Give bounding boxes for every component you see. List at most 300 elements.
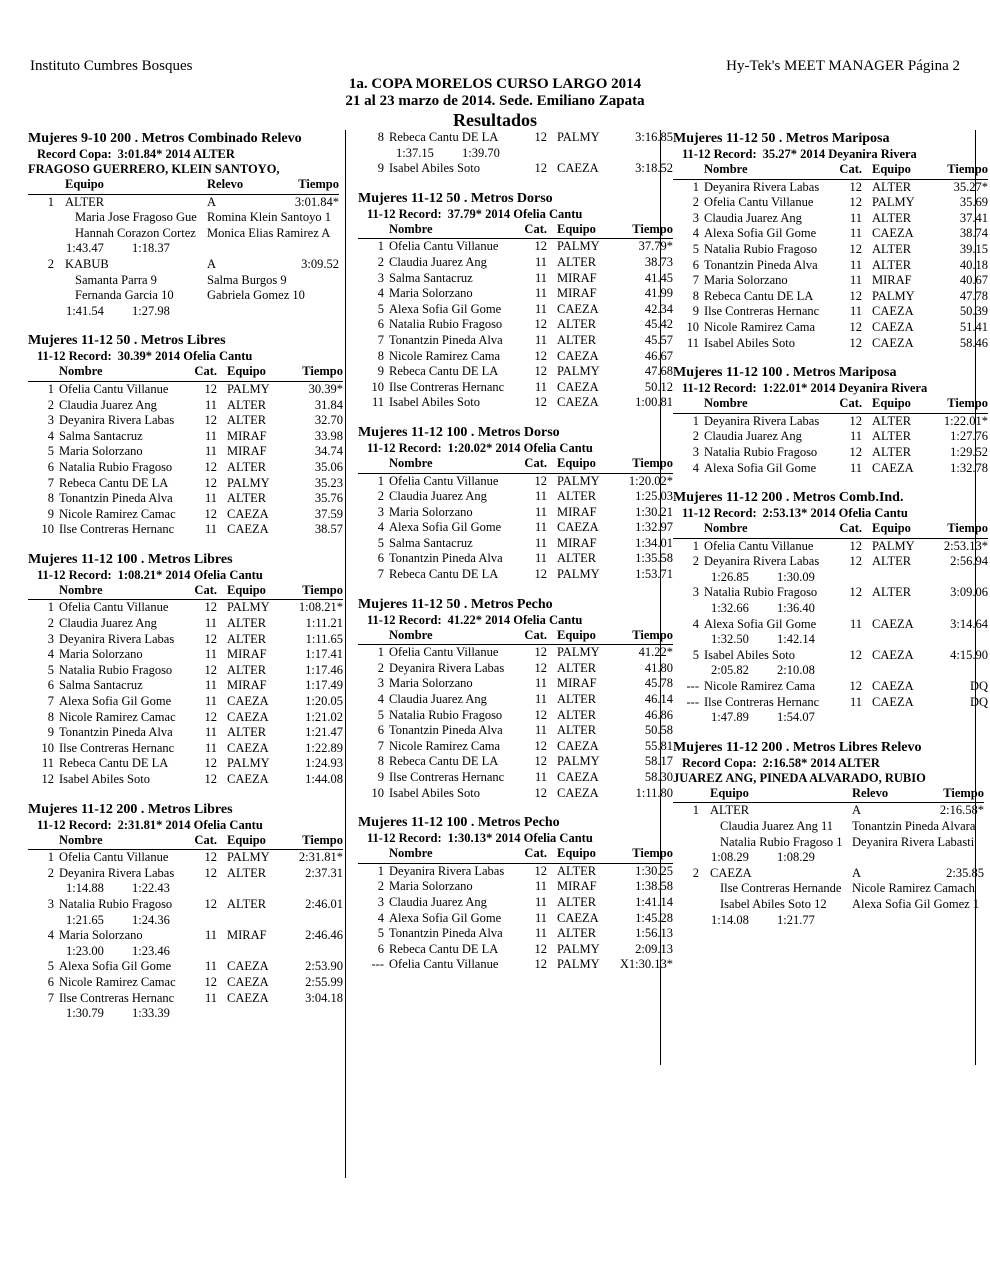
col-head-tiempo: Tiempo (289, 364, 343, 381)
table-row (358, 692, 673, 708)
record-value: 2:53.13* 2014 Ofelia Cantu (762, 506, 908, 521)
row-place: 3 (47, 631, 54, 646)
relay-swimmers-row (673, 819, 984, 835)
relay-swimmers-row (28, 288, 339, 304)
table-row (358, 380, 673, 396)
relay-swimmer: Samanta Parra 9 (75, 272, 157, 287)
row-cat: 11 (849, 694, 862, 709)
row-team: ALTER (227, 491, 267, 506)
row-team: MIRAF (557, 270, 597, 285)
col-head-place (28, 583, 59, 600)
col-head-cat: Cat. (521, 222, 551, 239)
row-time: 1:20.02* (628, 473, 673, 488)
row-time: 1:21.47 (305, 725, 343, 740)
row-time: 1:38.58 (635, 879, 673, 894)
split-time-2: 1:22.43 (132, 881, 170, 896)
record-label: 11-12 Record: (37, 349, 112, 364)
row-team: CAEZA (557, 161, 599, 176)
row-relay-letter: A (852, 865, 862, 880)
row-team: PALMY (227, 381, 270, 396)
row-place: 5 (692, 647, 699, 662)
event-title: Mujeres 11-12 50 . Metros Dorso (358, 190, 553, 206)
row-team: ALTER (227, 459, 267, 474)
col-head-cat: Cat. (191, 583, 221, 600)
row-cat: 11 (204, 522, 217, 537)
row-cat: 11 (534, 770, 547, 784)
col-head-place (358, 846, 389, 863)
row-name: Isabel Abiles Soto (389, 395, 480, 410)
col-head-cat: Cat. (521, 628, 551, 645)
row-team: CAEZA (227, 522, 269, 537)
row-place: 7 (377, 567, 384, 582)
row-place: 2 (47, 865, 54, 880)
event-title: Mujeres 11-12 50 . Metros Pecho (358, 596, 553, 612)
row-cat: 12 (204, 475, 217, 490)
col-head-place (673, 521, 704, 538)
row-time: 30.39* (308, 381, 343, 396)
col-head-nombre: Nombre (704, 162, 836, 179)
split-times (28, 241, 198, 257)
row-cat: 12 (204, 662, 217, 677)
row-cat: 11 (534, 551, 547, 566)
row-time: 1:11.65 (305, 631, 343, 646)
row-cat: 11 (534, 879, 547, 894)
row-place: 4 (47, 928, 54, 943)
row-time: 35.76 (314, 491, 343, 506)
event-title: Mujeres 11-12 100 . Metros Mariposa (673, 365, 897, 381)
row-name: Ofelia Cantu Villanue (389, 957, 499, 972)
column-2 (345, 130, 673, 1178)
row-name: Isabel Abiles Soto (389, 161, 480, 176)
table-row (358, 942, 673, 958)
row-team: PALMY (557, 645, 600, 660)
row-cat: 11 (204, 725, 217, 740)
row-time: 50.12 (644, 379, 673, 394)
split-time-1: 2:05.82 (711, 663, 749, 678)
row-cat: 11 (204, 678, 217, 693)
row-time: 1:08.21* (298, 600, 343, 615)
row-place: 6 (377, 941, 384, 956)
table-row (358, 239, 673, 255)
row-team: PALMY (557, 754, 600, 769)
row-team: PALMY (557, 364, 600, 379)
split-times-row (673, 570, 988, 586)
row-time: 1:20.05 (305, 694, 343, 709)
row-team: ALTER (872, 257, 912, 272)
table-row (28, 678, 343, 694)
record-label: 11-12 Record: (682, 381, 757, 396)
record-label: Record Copa: (37, 147, 112, 161)
row-time: 1:17.49 (305, 678, 343, 693)
row-place: 1 (692, 179, 699, 194)
row-team: ALTER (557, 317, 597, 332)
event-spacer (28, 788, 330, 799)
row-cat: 11 (534, 301, 547, 316)
row-place: 6 (47, 459, 54, 474)
table-row (358, 645, 673, 661)
row-place: 4 (377, 286, 384, 301)
col-head-equipo: Equipo (704, 786, 852, 803)
row-name: Rebeca Cantu DE LA (59, 756, 169, 771)
split-times (673, 601, 843, 617)
row-relay-letter: A (207, 256, 217, 271)
relay-swimmers-row (28, 226, 339, 242)
row-cat: 12 (204, 896, 217, 911)
row-time: 31.84 (314, 397, 343, 412)
split-time-2: 1:42.14 (777, 632, 815, 647)
row-place: 4 (377, 910, 384, 925)
row-time: 3:09.52 (301, 256, 339, 271)
row-place: --- (686, 679, 699, 694)
row-team: ALTER (557, 894, 597, 909)
col-head-place (673, 396, 704, 413)
row-cat: 12 (849, 585, 862, 600)
row-team: CAEZA (227, 772, 269, 786)
results-table (673, 396, 988, 476)
row-cat: 12 (849, 538, 862, 553)
split-time-2: 1:23.46 (132, 943, 170, 958)
col-head-cat: Cat. (521, 456, 551, 473)
table-row (358, 708, 673, 724)
table-row (358, 286, 673, 302)
col-head-nombre: Nombre (389, 628, 521, 645)
row-name: Salma Santacruz (59, 678, 143, 693)
split-time-1: 1:14.08 (711, 912, 749, 927)
row-team: MIRAF (557, 286, 597, 301)
row-time: 2:56.94 (950, 554, 988, 569)
row-cat: 11 (204, 959, 217, 974)
row-place: 2 (47, 397, 54, 412)
row-name: Tonantzin Pineda Alva (704, 257, 818, 272)
row-team: ALTER (65, 194, 105, 209)
table-row (673, 585, 988, 601)
record-label: Record Copa: (682, 755, 757, 770)
row-team: PALMY (557, 957, 600, 972)
event-record (673, 381, 975, 396)
row-name: Deyanira Rivera Labas (704, 413, 820, 428)
row-place: 7 (47, 475, 54, 490)
row-time: 50.58 (644, 723, 673, 738)
row-name: Ilse Contreras Hernanc (389, 379, 505, 394)
row-time: 1:35.58 (635, 551, 673, 566)
split-time-2: 1:08.29 (777, 850, 815, 865)
row-team: PALMY (227, 600, 270, 615)
row-team: PALMY (557, 130, 600, 144)
table-row (673, 179, 988, 195)
table-row (673, 695, 988, 711)
row-team: ALTER (227, 616, 267, 631)
row-team: CAEZA (872, 616, 914, 631)
row-cat: 12 (204, 709, 217, 724)
event-title: Mujeres 9-10 200 . Metros Combinado Relevo (28, 131, 302, 146)
row-time: 37.41 (959, 210, 988, 225)
row-time: 2:16.58* (939, 803, 984, 818)
row-team: MIRAF (872, 273, 912, 288)
row-name: Ilse Contreras Hernanc (59, 740, 175, 755)
row-place: 4 (377, 692, 384, 707)
row-time: 3:01.84* (294, 194, 339, 209)
row-team: PALMY (557, 473, 600, 488)
row-name: Nicole Ramirez Cama (389, 348, 501, 363)
relay-swimmer: Ilse Contreras Hernande (720, 881, 842, 896)
table-row (673, 617, 988, 633)
row-place: 2 (377, 879, 384, 894)
relay-swimmer: Natalia Rubio Fragoso 1 (720, 834, 843, 849)
meet-title-block (0, 76, 990, 131)
results-table (358, 456, 673, 583)
row-relay-letter: A (207, 194, 217, 209)
row-place: 3 (377, 894, 384, 909)
split-time-1: 1:47.89 (711, 710, 749, 725)
page-header (30, 58, 960, 75)
table-row (28, 194, 339, 210)
relay-swimmer: Gabriela Gomez 10 (207, 288, 305, 303)
row-time: 35.27* (953, 179, 988, 194)
row-place: 9 (377, 770, 384, 784)
row-place: 1 (377, 863, 384, 878)
col-head-tiempo: Tiempo (619, 456, 673, 473)
table-row (358, 349, 673, 365)
relay-swimmers-row (673, 835, 984, 851)
row-place: 1 (377, 645, 384, 660)
table-row (28, 522, 343, 538)
row-cat: 11 (204, 397, 217, 412)
row-time: 1:25.03 (635, 489, 673, 504)
event-spacer (673, 726, 975, 737)
table-row (358, 676, 673, 692)
table-row (673, 461, 988, 477)
col-head-tiempo: Tiempo (289, 583, 343, 600)
col-head-place (673, 162, 704, 179)
table-row (358, 333, 673, 349)
row-name: Ofelia Cantu Villanue (704, 195, 814, 210)
row-name: Isabel Abiles Soto (704, 335, 795, 350)
row-cat: 11 (534, 692, 547, 707)
row-time: DQ (969, 679, 988, 694)
table-row (28, 491, 343, 507)
table-row (28, 663, 343, 679)
event-title: Mujeres 11-12 50 . Metros Mariposa (673, 131, 890, 146)
col-head-cat: Cat. (521, 846, 551, 863)
split-times-row (28, 1006, 343, 1022)
relay-swimmer: Hannah Corazon Cortez (75, 225, 196, 240)
row-cat: 12 (204, 506, 217, 521)
row-cat: 11 (849, 257, 862, 272)
row-cat: 11 (849, 460, 862, 475)
row-place: 11 (41, 756, 54, 771)
col-head-equipo: Equipo (866, 396, 934, 413)
relay-swimmer: Maria Jose Fragoso Gue (75, 210, 197, 225)
row-cat: 12 (534, 941, 547, 956)
col-head-equipo: Equipo (221, 364, 289, 381)
split-time-2: 1:36.40 (777, 601, 815, 616)
row-cat: 11 (534, 286, 547, 301)
table-row (673, 304, 988, 320)
row-team: PALMY (227, 475, 270, 490)
row-place: 4 (692, 226, 699, 241)
split-times (28, 881, 198, 897)
row-place: 5 (377, 301, 384, 316)
event-record (28, 818, 330, 833)
row-place: 6 (47, 974, 54, 989)
table-row (673, 336, 988, 352)
row-name: Tonantzin Pineda Alva (59, 491, 173, 506)
row-cat: 12 (204, 756, 217, 771)
record-label: 11-12 Record: (367, 831, 442, 846)
row-team: MIRAF (227, 428, 267, 443)
event-record (28, 147, 330, 162)
row-cat: 11 (849, 616, 862, 631)
row-place: 8 (377, 754, 384, 769)
event-ev-200-combind (673, 489, 988, 737)
table-row (358, 926, 673, 942)
row-place: 7 (377, 332, 384, 347)
split-time-2: 1:33.39 (132, 1006, 170, 1021)
split-time-2: 1:39.70 (462, 145, 500, 160)
software-credit: Hy-Tek's MEET MANAGER Página 2 (726, 58, 960, 74)
col-head-tiempo: Tiempo (619, 222, 673, 239)
columns-container (0, 130, 990, 1190)
event-record (28, 568, 330, 583)
row-cat: 11 (534, 676, 547, 691)
split-time-2: 1:24.36 (132, 912, 170, 927)
row-cat: 11 (204, 694, 217, 709)
table-row (358, 551, 673, 567)
row-team: MIRAF (557, 879, 597, 894)
table-row (28, 476, 343, 492)
relay-swimmer: Alexa Sofia Gil Gomez 1 (852, 896, 980, 911)
row-name: Deyanira Rivera Labas (704, 554, 820, 569)
row-name: Rebeca Cantu DE LA (389, 130, 499, 144)
relay-swimmers-row (673, 881, 984, 897)
row-cat: 12 (534, 660, 547, 675)
row-cat: 12 (849, 647, 862, 662)
table-row (673, 320, 988, 336)
split-times (673, 632, 843, 648)
row-team: ALTER (227, 865, 267, 880)
row-cat: 11 (534, 332, 547, 347)
row-team: ALTER (557, 863, 597, 878)
row-time: 3:09.06 (950, 585, 988, 600)
record-value: 1:22.01* 2014 Deyanira Rivera (762, 381, 928, 396)
row-cat: 12 (849, 195, 862, 210)
row-cat: 12 (534, 754, 547, 769)
event-ev-100-libres (28, 551, 343, 799)
row-cat: 12 (849, 335, 862, 350)
row-place: 4 (47, 428, 54, 443)
table-row (28, 257, 339, 273)
row-name: Natalia Rubio Fragoso (59, 896, 173, 911)
row-place: 10 (41, 740, 54, 755)
row-team: ALTER (557, 489, 597, 504)
row-time: X1:30.13* (619, 957, 673, 972)
row-cat: 12 (849, 179, 862, 194)
row-cat: 11 (534, 926, 547, 941)
split-times (673, 913, 843, 929)
row-name: Tonantzin Pineda Alva (389, 723, 503, 738)
row-cat: 12 (204, 413, 217, 428)
results-table (358, 222, 673, 411)
col-head-place (28, 177, 59, 194)
event-spacer (673, 928, 975, 939)
table-row (28, 460, 343, 476)
row-team: CAEZA (227, 974, 269, 989)
row-name: Rebeca Cantu DE LA (59, 475, 169, 490)
row-name: Nicole Ramirez Cama (704, 319, 816, 334)
row-name: Claudia Juarez Ang (59, 616, 157, 631)
row-name: Isabel Abiles Soto (389, 785, 480, 800)
row-team: CAEZA (227, 694, 269, 709)
row-time: 3:14.64 (950, 616, 988, 631)
row-time: 38.57 (314, 522, 343, 537)
row-cat: 11 (534, 910, 547, 925)
row-time: 1:00.81 (635, 395, 673, 410)
row-team: MIRAF (227, 444, 267, 459)
row-cat: 12 (849, 444, 862, 459)
table-row (28, 507, 343, 523)
row-team: CAEZA (872, 335, 914, 350)
row-team: ALTER (227, 397, 267, 412)
record-label: 11-12 Record: (37, 817, 112, 832)
row-name: Alexa Sofia Gil Gome (704, 460, 817, 475)
table-row (28, 710, 343, 726)
row-team: CAEZA (227, 959, 269, 974)
row-cat: 12 (534, 473, 547, 488)
row-cat: 12 (204, 772, 217, 786)
event-spacer (358, 973, 660, 984)
row-time: 47.78 (959, 288, 988, 303)
event-spacer (358, 801, 660, 812)
event-ev-200-libres-cont (358, 130, 673, 188)
row-team: CAEZA (872, 694, 914, 709)
row-time: 3:18.52 (635, 161, 673, 176)
record-holder-names: FRAGOSO GUERRERO, KLEIN SANTOYO, (28, 162, 280, 176)
row-cat: 12 (534, 364, 547, 379)
table-row (358, 895, 673, 911)
record-label: 11-12 Record: (367, 612, 442, 627)
relay-swimmer: Salma Burgos 9 (207, 272, 287, 287)
row-name: Nicole Ramirez Camac (59, 974, 176, 989)
row-cat: 11 (849, 429, 862, 444)
row-name: Claudia Juarez Ang (704, 429, 802, 444)
table-row (358, 364, 673, 380)
col-head-equipo: Equipo (551, 456, 619, 473)
table-row (28, 975, 343, 991)
table-row (673, 242, 988, 258)
split-time-1: 1:32.66 (711, 601, 749, 616)
row-time: 58.30 (644, 770, 673, 784)
row-cat: 12 (534, 317, 547, 332)
event-ev-50-pecho (358, 596, 673, 813)
row-time: 46.86 (644, 707, 673, 722)
row-team: CAEZA (227, 506, 269, 521)
col-head-equipo: Equipo (551, 846, 619, 863)
row-place: 1 (377, 473, 384, 488)
table-row (28, 756, 343, 772)
relay-swimmer: Deyanira Rivera Labasti (852, 834, 975, 849)
row-place: 11 (686, 335, 699, 350)
row-time: 2:35.85 (946, 865, 984, 880)
row-team: MIRAF (227, 678, 267, 693)
row-cat: 11 (534, 379, 547, 394)
relay-swimmers-row (28, 210, 339, 226)
row-time: 3:04.18 (305, 990, 343, 1005)
row-cat: 11 (534, 270, 547, 285)
col-head-tiempo: Tiempo (928, 786, 984, 803)
split-time-1: 1:43.47 (66, 241, 104, 256)
row-team: CAEZA (872, 647, 914, 662)
row-team: ALTER (557, 692, 597, 707)
